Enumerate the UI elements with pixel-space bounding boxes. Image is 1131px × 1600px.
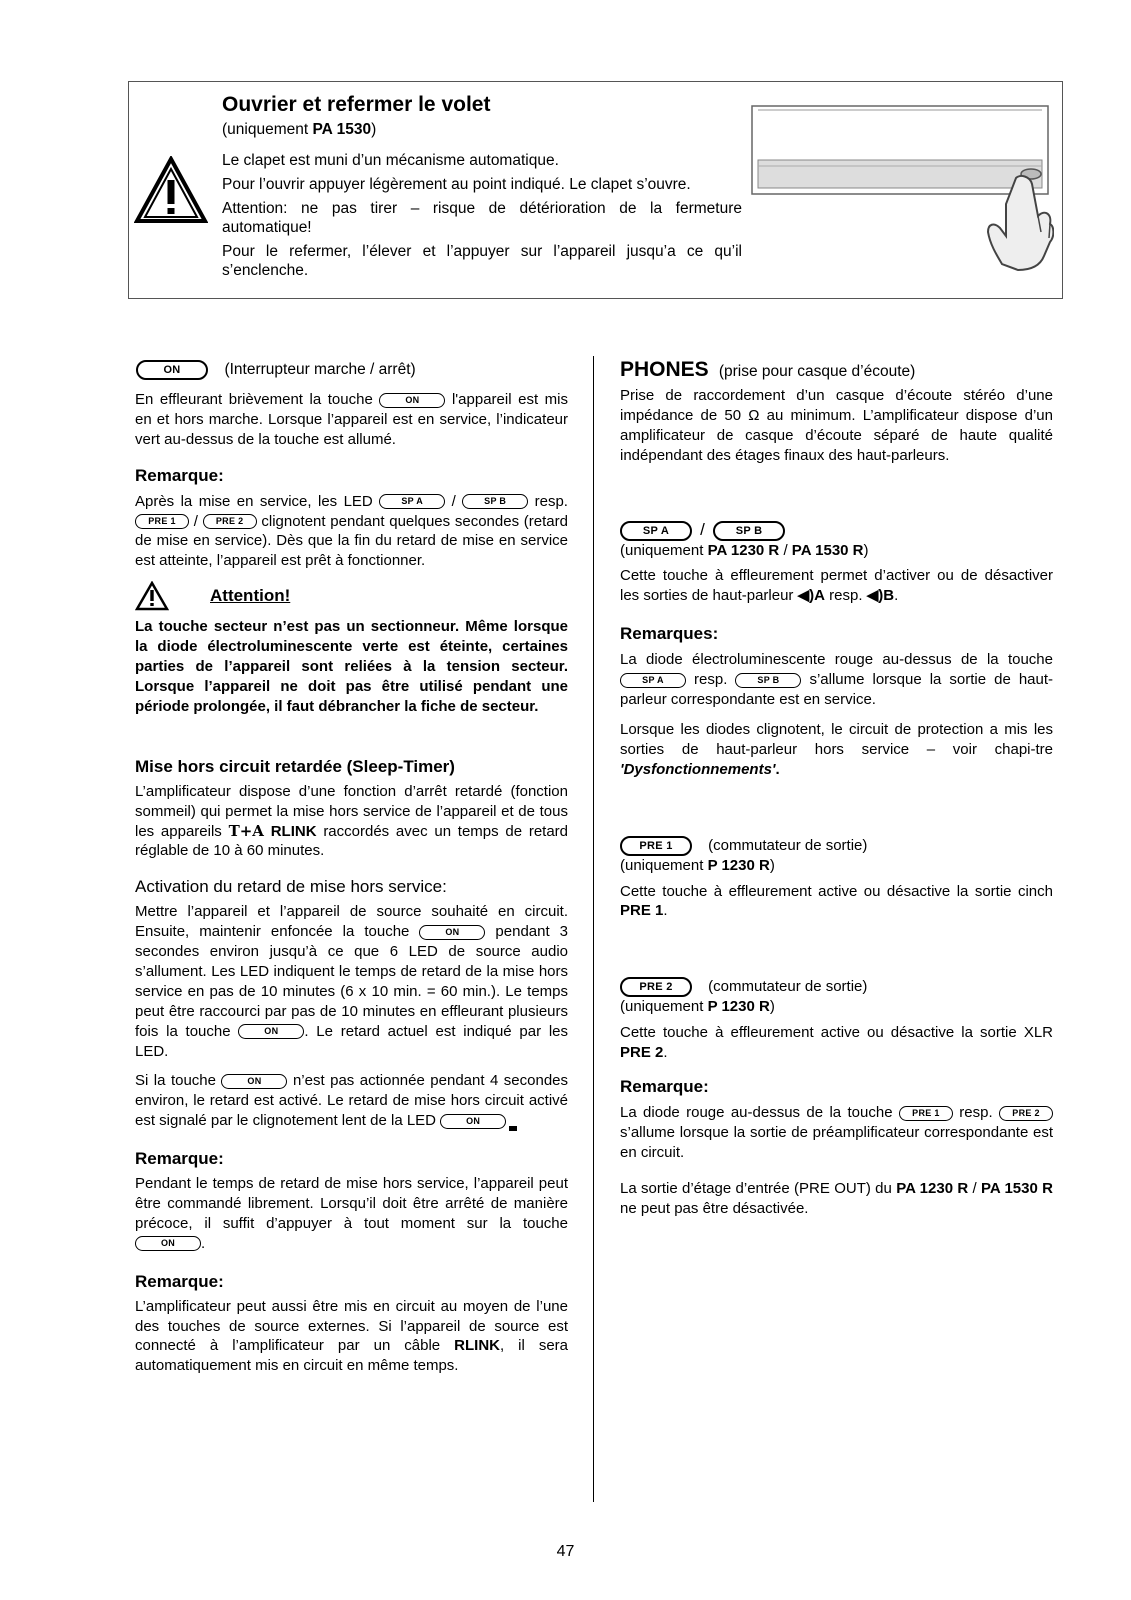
pre2-text: Cette touche à effleurement active ou désactive la sortie XLR PRE 2. <box>620 1024 1053 1062</box>
pre2-header: PRE 2 (commutateur de sortie) <box>620 977 1053 997</box>
warning-triangle-icon <box>135 581 169 611</box>
sp-a-button: SP A <box>620 673 686 688</box>
pre1-button: PRE 1 <box>620 836 692 856</box>
flap-subtitle: (uniquement PA 1530) <box>222 121 377 138</box>
pre1-button: PRE 1 <box>899 1106 953 1121</box>
sp-b-button: SP B <box>462 494 528 509</box>
on-button: ON <box>238 1024 304 1039</box>
rlink-logo: RLINK <box>270 822 317 840</box>
ta-logo: T+A <box>228 821 264 840</box>
sleep-timer-heading: Mise hors circuit retardée (Sleep-Timer) <box>135 756 455 776</box>
sp-b-button: SP B <box>735 673 801 688</box>
on-text: En effleurant brièvement la touche ON l'appareil est mis en et hors marche. Lorsque l’appareil est en service, l’indicateur vert au-dessus de la touche est allumé. <box>135 391 569 448</box>
remarques-heading: Remarques: <box>620 624 719 644</box>
sp-text: Cette touche à effleurement permet d’activer ou de désactiver les sorties de haut-parleur ◀)A resp. ◀)B. <box>620 567 1053 605</box>
remarque-heading: Remarque: <box>135 465 224 485</box>
flap-text: Le clapet est muni d’un mécanisme automatique. Pour l’ouvrir appuyer légèrement au point indiqué. Le clapet s’ouvre. Attention: ne pas tirer – risque de détérioration de la fermeture automatique! Pour le refermer, l’élever et l’appuyer sur l’appareil jusqu’a ce qu’il s’enclenche. <box>222 152 742 279</box>
on-button: ON <box>135 1236 201 1251</box>
flap-title: Ouvrier et refermer le volet <box>222 93 491 116</box>
remarque-heading-2: Remarque: <box>135 1149 224 1169</box>
right-column <box>620 360 1053 1229</box>
pre1-models: (uniquement P 1230 R) <box>620 856 775 874</box>
remarque-right-text-1: La diode rouge au-dessus de la touche PRE 1 resp. PRE 2 s’allume lorsque la sortie de préamplificateur correspondante est en circuit. <box>620 1104 1053 1161</box>
phones-caption: (prise pour casque d’écoute) <box>718 363 916 380</box>
attention-title: Attention! <box>210 586 291 606</box>
attention-heading <box>135 581 568 617</box>
warning-triangle-icon <box>134 156 208 224</box>
pre2-button: PRE 2 <box>203 514 257 529</box>
pre1-header: PRE 1 (commutateur de sortie) <box>620 836 1053 856</box>
on-button: ON <box>221 1074 287 1089</box>
sp-models: (uniquement PA 1230 R / PA 1530 R) <box>620 541 869 559</box>
remarque-heading-right: Remarque: <box>620 1077 709 1097</box>
on-button: ON <box>136 360 208 380</box>
pre2-models: (uniquement P 1230 R) <box>620 998 775 1016</box>
on-button: ON <box>440 1114 506 1129</box>
pre2-button: PRE 2 <box>620 977 692 997</box>
remarque-text: Après la mise en service, les LED SP A / SP B resp. PRE 1 / PRE 2 clignotent pendant quelques secondes (retard de mise en service). Dès que la fin du retard de mise en service est atteinte, l’appareil est prêt à fonctionner. <box>135 492 568 570</box>
sp-a-button: SP A <box>379 494 445 509</box>
activation-text-1: Mettre l’appareil et l’appareil de source souhaité en circuit. Ensuite, maintenir enfoncée la touche ON pendant 3 secondes environ jusqu’à ce que 6 LED de source audio s’allument. Les LED indiquent le temps de retard de la mise hors service en pas de 10 minutes (6 x 10 min. = 60 min.). Le temps peut être raccourci par pas de 10 minutes en effleurant plusieurs fois la touche ON . Le retard actuel est indiqué par les LED. <box>135 903 569 1060</box>
attention-text: La touche secteur n’est pas un sectionneur. Même lorsque la diode électroluminescente verte est éteinte, certaines parties de l’appareil sont reliées à la tension secteur. Lorsque l’appareil ne doit pas être utilisé pendant une période prolongée, il faut débrancher la fiche de secteur. <box>135 618 568 715</box>
remarques-text-2: Lorsque les diodes clignotent, le circuit de protection a mis les sorties de haut-parleur hors service – voir chapi-tre 'Dysfonctionnements'. <box>620 720 1053 778</box>
on-caption: (Interrupteur marche / arrêt) <box>224 361 416 378</box>
pre1-text: Cette touche à effleurement active ou désactive la sortie cinch PRE 1. <box>620 882 1053 920</box>
rlink-logo: RLINK <box>454 1337 500 1355</box>
column-divider <box>593 356 594 1502</box>
device-flap-illustration <box>750 104 1054 280</box>
sp-a-button: SP A <box>620 521 692 541</box>
speaker-icon: ◀) <box>866 587 884 605</box>
pre2-button: PRE 2 <box>999 1106 1053 1121</box>
led-blink-icon <box>509 1126 517 1131</box>
activation-heading: Activation du retard de mise hors service: <box>135 877 447 897</box>
left-column <box>135 390 568 1386</box>
phones-text: Prise de raccordement d’un casque d’écoute stéréo d’une impédance de 50 Ω au minimum. L’amplificateur dispose d’un amplificateur de casque d’écoute séparé de haute qualité indépendant des étages finaux des haut-parleurs. <box>620 386 1053 464</box>
phones-title: PHONES <box>620 358 709 381</box>
remarque-right-text-2: La sortie d’étage d’entrée (PRE OUT) du PA 1230 R / PA 1530 R ne peut pas être désactivée. <box>620 1179 1053 1217</box>
sp-b-button: SP B <box>713 521 785 541</box>
on-button: ON <box>419 925 485 940</box>
activation-text-2: Si la touche ON n’est pas actionnée pendant 4 secondes environ, le retard est activé. Le retard de mise hors circuit activé est signalé par le clignotement lent de la LED ON <box>135 1072 569 1130</box>
remarque-text-2: Pendant le temps de retard de mise hors service, l’appareil peut être commandé librement. Lorsqu’il doit être arrêté de manière précoce, il suffit d’appuyer à tout moment sur la touche ON . <box>135 1175 568 1252</box>
on-button: ON <box>379 393 445 408</box>
remarques-text-1: La diode électroluminescente rouge au-dessus de la touche SP A resp. SP B s’allume lorsque la sortie de haut-parleur correspondante est en service. <box>620 651 1054 708</box>
remarque-text-3: L’amplificateur peut aussi être mis en circuit au moyen de l’une des touches de source externes. Si l’appareil de source est connecté à l’amplificateur par un câble RLINK, il sera automatiquement mis en circuit en même temps. <box>135 1297 568 1375</box>
sleep-timer-text: L’amplificateur dispose d’une fonction d’arrêt retardé (fonction sommeil) qui permet la mise hors service de l’appareil et de tous les appareils T+A RLINK raccordés avec un temps de retard réglable de 10 à 60 minutes. <box>135 782 569 860</box>
sp-button-header: SP A / SP B <box>620 520 1053 541</box>
page-number: 47 <box>556 1543 575 1560</box>
remarque-heading-3: Remarque: <box>135 1271 224 1291</box>
pre1-button: PRE 1 <box>135 514 189 529</box>
on-button-header <box>136 360 416 380</box>
speaker-icon: ◀) <box>797 587 815 605</box>
